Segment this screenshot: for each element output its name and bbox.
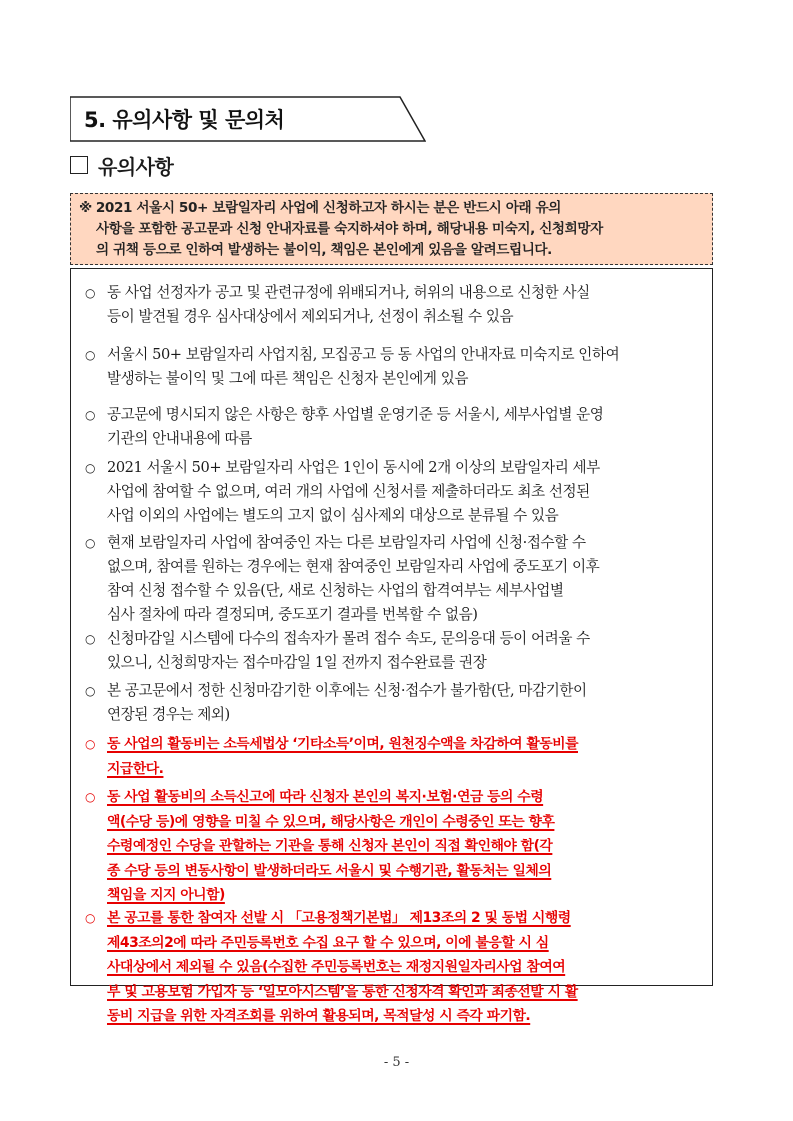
bullet-icon: ○	[85, 684, 96, 698]
list-item	[85, 343, 701, 391]
item-line: 등이 발견될 경우 심사대상에서 제외되거나, 선정이 취소될 수 있음	[107, 308, 514, 325]
item-line: 없으며, 참여를 원하는 경우에는 현재 참여중인 보람일자리 사업에 중도포기 이후	[107, 558, 600, 575]
item-line: 종 수당 등의 변동사항이 발생하더라도 서울시 및 수행기관, 활동처는 일체의	[107, 862, 552, 879]
bullet-icon: ○	[85, 632, 96, 646]
list-item	[85, 531, 701, 627]
list-item	[85, 281, 701, 329]
subheading-text: 유의사항	[98, 154, 174, 179]
reference-mark-icon: ※	[79, 200, 92, 216]
list-item-highlighted	[85, 785, 701, 908]
notice-line: 2021 서울시 50+ 보람일자리 사업에 신청하고자 하시는 분은 반드시 아래 유의	[95, 200, 561, 216]
item-line: 서울시 50+ 보람일자리 사업지침, 모집공고 등 동 사업의 안내자료 미숙지로 인하여	[107, 346, 620, 363]
item-line: 사대상에서 제외될 수 있음(수집한 주민등록번호는 재정지원일자리사업 참여여	[107, 959, 566, 975]
bullet-icon: ○	[85, 536, 96, 550]
notice-line: 의 귀책 등으로 인하여 발생하는 불이익, 책임은 본인에게 있음을 알려드립니다.	[96, 242, 552, 258]
bullet-icon: ○	[85, 348, 96, 362]
item-line: 신청마감일 시스템에 다수의 접속자가 몰려 접수 속도, 문의응대 등이 어려울 수	[107, 630, 590, 647]
item-line: 액(수당 등)에 영향을 미칠 수 있으며, 해당사항은 개인이 수령중인 또는 향후	[107, 813, 555, 830]
item-line: 기관의 안내내용에 따름	[107, 430, 252, 447]
bullet-icon: ○	[85, 286, 96, 300]
item-line: 동비 지급을 위한 자격조회를 위하여 활용되며, 목적달성 시 즉각 파기함.	[107, 1008, 531, 1024]
item-line: 2021 서울시 50+ 보람일자리 사업은 1인이 동시에 2개 이상의 보람일자리 세부	[107, 459, 600, 476]
notes-list-box	[70, 268, 713, 1024]
item-line: 동 사업 선정자가 공고 및 관련규정에 위배되거나, 허위의 내용으로 신청한 사실	[107, 284, 590, 301]
list-item	[85, 456, 701, 528]
page-number: - 5 -	[383, 1055, 410, 1070]
checkbox-icon	[70, 156, 88, 174]
item-line: 참여 신청 접수할 수 있음(단, 새로 신청하는 사업의 합격여부는 세부사업별	[107, 582, 564, 599]
item-line: 사업 이외의 사업에는 별도의 고지 없이 심사제외 대상으로 분류될 수 있음	[107, 507, 559, 524]
item-line: 사업에 참여할 수 없으며, 여러 개의 사업에 신청서를 제출하더라도 최초 선정된	[107, 483, 590, 500]
bullet-icon: ○	[85, 461, 96, 475]
notice-box	[70, 193, 713, 265]
item-line: 심사 절차에 따라 결정되며, 중도포기 결과를 번복할 수 없음)	[107, 606, 478, 623]
item-line: 부 및 고용보험 가입자 등 ‘일모아시스템’을 통한 신청자격 확인과 최종선발 시 활	[107, 983, 578, 1000]
item-line: 수령예정인 수당을 관할하는 기관을 통해 신청자 본인이 직접 확인해야 함(각	[107, 838, 553, 854]
item-line: 공고문에 명시되지 않은 사항은 향후 사업별 운영기준 등 서울시, 세부사업별 운영	[107, 406, 604, 423]
item-line: 제43조의2에 따라 주민등록번호 수집 요구 할 수 있으며, 이에 불응할 시 심	[107, 934, 549, 951]
bullet-icon: ○	[85, 737, 95, 751]
bullet-icon: ○	[85, 911, 95, 925]
item-line: 지급한다.	[107, 760, 164, 777]
section-title: 5. 유의사항 및 문의처	[84, 108, 285, 132]
bullet-icon: ○	[85, 790, 95, 804]
item-line: 발생하는 불이익 및 그에 따른 책임은 신청자 본인에게 있음	[107, 370, 469, 387]
notice-line: 사항을 포함한 공고문과 신청 안내자료를 숙지하셔야 하며, 해당내용 미숙지, 신청희망자	[96, 221, 603, 237]
section-header	[70, 96, 426, 142]
list-item-highlighted	[85, 906, 701, 1029]
bullet-icon: ○	[85, 408, 96, 422]
list-item	[85, 679, 701, 727]
list-item	[85, 627, 701, 675]
item-line: 책임을 지지 아니함)	[107, 887, 225, 903]
item-line: 있으니, 신청희망자는 접수마감일 1일 전까지 접수완료를 권장	[107, 654, 487, 671]
item-line: 연장된 경우는 제외)	[107, 706, 230, 723]
item-line: 동 사업 활동비의 소득신고에 따라 신청자 본인의 복지·보험·연금 등의 수령	[107, 789, 544, 805]
item-line: 현재 보람일자리 사업에 참여중인 자는 다른 보람일자리 사업에 신청·접수할 수	[107, 534, 586, 551]
item-line: 동 사업의 활동비는 소득세법상 ‘기타소득’이며, 원천징수액을 차감하여 활동비를	[107, 736, 578, 752]
subheading	[70, 150, 173, 180]
item-line: 본 공고를 통한 참여자 선발 시 「고용정책기본법」 제13조의 2 및 동법 시행령	[107, 910, 571, 926]
item-line: 본 공고문에서 정한 신청마감기한 이후에는 신청·접수가 불가함(단, 마감기한이	[107, 682, 587, 699]
list-item	[85, 403, 701, 451]
list-item-highlighted	[85, 732, 701, 781]
